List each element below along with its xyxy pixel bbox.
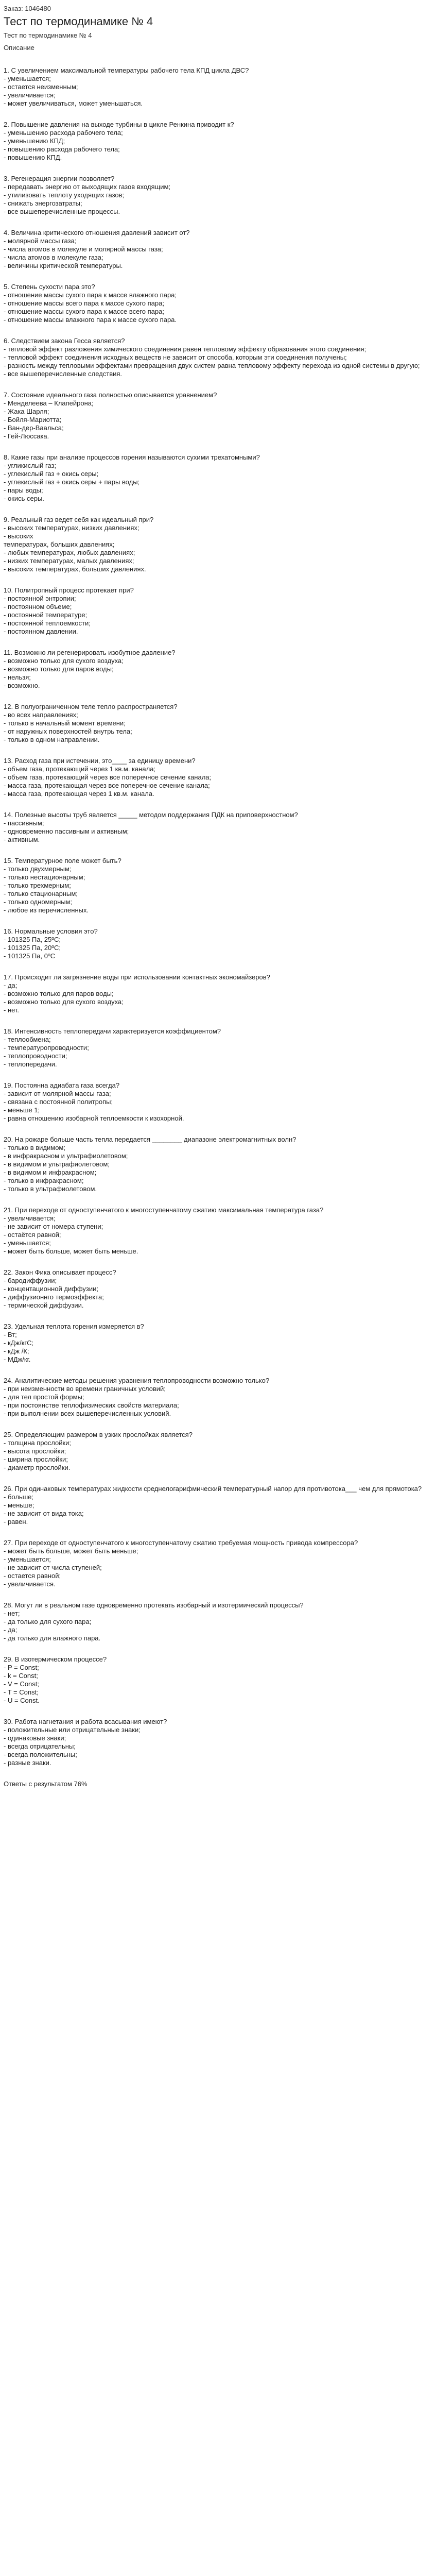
answer-option: - высоких температурах, больших давлениях. <box>4 565 146 573</box>
question-text: 7. Состояние идеального газа полностью описывается уравнением? <box>4 391 217 399</box>
answer-option: - толщина прослойки; <box>4 1439 72 1447</box>
answer-option: - возможно только для сухого воздуха; <box>4 998 124 1006</box>
answer-option: - повышению расхода рабочего тела; <box>4 145 120 153</box>
question-block <box>4 649 426 690</box>
question-block <box>4 1136 426 1193</box>
answer-option: - не зависит от номера ступени; <box>4 1223 103 1230</box>
question-text: 6. Следствием закона Гесса является? <box>4 337 125 345</box>
answer-option: - отношение массы влажного пара к массе сухого пара. <box>4 316 177 324</box>
answer-option: - отношение массы сухого пара к массе влажного пара; <box>4 291 177 299</box>
answer-option: - во всех направлениях; <box>4 711 78 719</box>
answer-option: - высота прослойки; <box>4 1447 66 1455</box>
answer-option: - увеличивается; <box>4 91 56 99</box>
question-block <box>4 229 426 270</box>
answer-option: - одновременно пассивным и активным; <box>4 827 129 835</box>
answer-option: - только двухмерным; <box>4 865 72 873</box>
answer-option: - уменьшается; <box>4 1239 51 1247</box>
question-text: 2. Повышение давления на выходе турбины в цикле Ренкина приводит к? <box>4 121 234 128</box>
answer-option: - меньше; <box>4 1501 34 1509</box>
question-block <box>4 516 426 573</box>
answer-option: - Вт; <box>4 1331 17 1338</box>
question-text: 11. Возможно ли регенерировать изобутное давление? <box>4 649 176 656</box>
question-text: 5. Степень сухости пара это? <box>4 283 95 291</box>
answer-option: - кДж/кгС; <box>4 1339 34 1347</box>
answer-option: - диаметр прослойки. <box>4 1464 71 1471</box>
answer-option: - разность между тепловыми эффектами превращения двух систем равна тепловому эффекту перехода из одной системы в другую; <box>4 362 420 369</box>
question-block <box>4 1027 426 1069</box>
answer-option: - при выполнении всех вышеперечисленных условий. <box>4 1410 171 1417</box>
answer-option: температурах, больших давлениях; <box>4 540 115 548</box>
question-block <box>4 283 426 324</box>
answer-option: - масса газа, протекающая через 1 кв.м. канала. <box>4 790 154 798</box>
answer-option: - только в ультрафиолетовом. <box>4 1185 97 1193</box>
answer-option: - МДж/кг. <box>4 1355 31 1363</box>
question-block <box>4 703 426 744</box>
answer-option: - увеличивается. <box>4 1580 56 1588</box>
question-text: 16. Нормальные условия это? <box>4 927 98 935</box>
answer-option: - температуропроводности; <box>4 1044 89 1052</box>
question-block <box>4 453 426 503</box>
answer-option: - высоких температурах, низких давлениях; <box>4 524 139 532</box>
answer-option: - тепловой эффект соединения исходных веществ не зависит от способа, которым эти соединения получены; <box>4 353 347 361</box>
answer-option: - величины критической температуры. <box>4 262 123 269</box>
answer-option: - масса газа, протекающая через все поперечное сечение канала; <box>4 782 210 789</box>
question-text: 9. Реальный газ ведет себя как идеальный при? <box>4 516 154 523</box>
question-block <box>4 973 426 1014</box>
answer-option: - может увеличиваться, может уменьшаться. <box>4 99 143 107</box>
answer-option: - меньше 1; <box>4 1106 40 1114</box>
question-text: 13. Расход газа при истечении, это____ за единицу времени? <box>4 757 196 765</box>
answer-option: - не зависит от вида тока; <box>4 1510 84 1517</box>
question-block <box>4 927 426 960</box>
question-text: 21. При переходе от одноступенчатого к многоступенчатому сжатию максимальная температура газа? <box>4 1206 324 1214</box>
question-block <box>4 1206 426 1256</box>
answer-option: - уменьшению КПД; <box>4 137 65 145</box>
answer-option: - при неизменности во времени граничных условий; <box>4 1385 166 1393</box>
answer-option: - k = Const; <box>4 1672 38 1680</box>
question-text: 27. При переходе от одноступенчатого к многоступенчатому сжатию требуемая мощность привода компрессора? <box>4 1539 358 1547</box>
answer-option: - молярной массы газа; <box>4 237 77 245</box>
answer-option: - в видимом и инфракрасном; <box>4 1168 97 1176</box>
answer-option: - нет. <box>4 1006 20 1014</box>
question-block <box>4 757 426 798</box>
answer-option: - только в одном направлении. <box>4 736 100 743</box>
order-number: Заказ: 1046480 <box>4 5 51 12</box>
question-text: 1. С увеличением максимальной температуры рабочего тела КПД цикла ДВС? <box>4 66 249 74</box>
question-block <box>4 337 426 378</box>
answer-option: - в видимом и ультрафиолетовом; <box>4 1160 110 1168</box>
answer-option: - зависит от молярной массы газа; <box>4 1090 111 1097</box>
answer-option: - только нестационарным; <box>4 873 85 881</box>
question-block <box>4 1718 426 1767</box>
question-text: 22. Закон Фика описывает процесс? <box>4 1268 116 1276</box>
answer-option: - все вышеперечисленные процессы. <box>4 208 120 215</box>
answer-option: - теплопередачи. <box>4 1060 57 1068</box>
question-block <box>4 391 426 440</box>
answer-option: - концентационной диффузии; <box>4 1285 99 1293</box>
answer-option: - ширина прослойки; <box>4 1455 68 1463</box>
question-block <box>4 1601 426 1642</box>
question-block <box>4 1377 426 1418</box>
question-block <box>4 121 426 162</box>
answer-option: - теплопроводности; <box>4 1052 67 1060</box>
answer-option: - равна отношению изобарной теплоемкости к изохорной. <box>4 1114 184 1122</box>
question-text: 4. Величина критического отношения давлений зависит от? <box>4 229 190 236</box>
question-text: 10. Политропный процесс протекает при? <box>4 586 134 594</box>
answer-option: - только в видимом; <box>4 1144 65 1151</box>
question-text: 30. Работа нагнетания и работа всасывания имеют? <box>4 1718 167 1725</box>
answer-option: - углекислый газ + окись серы; <box>4 470 99 478</box>
answer-option: - может быть больше, может быть меньше. <box>4 1247 138 1255</box>
question-text: 18. Интенсивность теплопередачи характеризуется коэффициентом? <box>4 1027 221 1035</box>
result-text: Ответы с результатом 76% <box>4 1780 88 1788</box>
question-text: 29. В изотермическом процессе? <box>4 1655 107 1663</box>
answer-option: - любое из перечисленных. <box>4 906 89 914</box>
question-block <box>4 811 426 844</box>
answer-option: - не зависит от числа ступеней; <box>4 1564 102 1571</box>
answer-option: - объем газа, протекающий через 1 кв.м. канала; <box>4 765 156 773</box>
question-text: 26. При одинаковых температурах жидкости среднелогарифмический температурный напор для противотока___ чем для прямотока? <box>4 1485 422 1493</box>
answer-option: - кДж /К; <box>4 1347 29 1355</box>
answer-option: - да только для сухого пара; <box>4 1618 92 1625</box>
answer-option: - Гей-Люссака. <box>4 432 49 440</box>
answer-option: - любых температурах, любых давлениях; <box>4 549 135 556</box>
page-title: Тест по термодинамике № 4 <box>4 15 153 28</box>
question-text: 28. Могут ли в реальном газе одновременно протекать изобарный и изотермический процессы? <box>4 1601 304 1609</box>
answer-option: - да только для влажного пара. <box>4 1634 101 1642</box>
answer-option: - уменьшается; <box>4 1555 51 1563</box>
answer-option: - объем газа, протекающий через все поперечное сечение канала; <box>4 773 212 781</box>
answer-option: - отношение массы всего пара к массе сухого пара; <box>4 299 164 307</box>
answer-option: - Ван-дер-Ваальса; <box>4 424 64 432</box>
answer-option: - Бойля-Мариотта; <box>4 416 62 423</box>
answer-option: - постоянном давлении. <box>4 628 78 635</box>
answer-option: - только в инфракрасном; <box>4 1177 84 1184</box>
answer-option: - больше; <box>4 1493 33 1501</box>
answer-option: - равен. <box>4 1518 28 1526</box>
answer-option: - пары воды; <box>4 486 43 494</box>
answer-option: - да; <box>4 981 18 989</box>
answer-option: - термической диффузии. <box>4 1301 84 1309</box>
answer-option: - только одномерным; <box>4 898 73 906</box>
answer-option: - возможно только для паров воды; <box>4 990 114 997</box>
answer-option: - активным. <box>4 836 40 843</box>
answer-option: - 101325 Па, 25ºС; <box>4 936 61 943</box>
question-block <box>4 586 426 636</box>
answer-option: - в инфракрасном и ультрафиолетовом; <box>4 1152 128 1160</box>
answer-option: - T = Const; <box>4 1688 39 1696</box>
answer-option: - окись серы. <box>4 495 44 502</box>
question-text: 24. Аналитические методы решения уравнения теплопроводности возможно только? <box>4 1377 270 1384</box>
document-page <box>4 4 426 1788</box>
answer-option: - числа атомов в молекуле газа; <box>4 253 103 261</box>
answer-option: - отношение массы сухого пара к массе всего пара; <box>4 308 164 315</box>
question-text: 3. Регенерация энергии позволяет? <box>4 175 115 182</box>
answer-option: - от наружных поверхностей внутрь тела; <box>4 727 132 735</box>
answer-option: - только в начальный момент времени; <box>4 719 126 727</box>
answer-option: - может быть больше, может быть меньше; <box>4 1547 138 1555</box>
question-block <box>4 1485 426 1526</box>
question-text: 8. Какие газы при анализе процессов горения называются сухими трехатомными? <box>4 453 260 461</box>
page-subtitle: Тест по термодинамике № 4 <box>4 31 92 39</box>
answer-option: - одинаковые знаки; <box>4 1734 66 1742</box>
answer-option: - постоянном объеме; <box>4 603 72 611</box>
answer-option: - повышению КПД. <box>4 154 62 161</box>
question-text: 23. Удельная теплота горения измеряется в? <box>4 1323 144 1330</box>
answer-option: - P = Const; <box>4 1664 39 1671</box>
answer-option: - уменьшается; <box>4 75 51 82</box>
question-text: 17. Происходит ли загрязнение воды при использовании контактных экономайзеров? <box>4 973 270 981</box>
answer-option: - постоянной температуре; <box>4 611 88 619</box>
description-label: Описание <box>4 44 34 52</box>
answer-option: - увеличивается; <box>4 1214 56 1222</box>
question-block <box>4 1268 426 1310</box>
answer-option: - остается неизменным; <box>4 83 78 91</box>
answer-option: - все вышеперечисленные следствия. <box>4 370 123 378</box>
answer-option: - только трехмерным; <box>4 882 71 889</box>
question-block <box>4 1323 426 1364</box>
question-block <box>4 1431 426 1472</box>
answer-option: - низких температурах, малых давлениях; <box>4 557 134 565</box>
question-text: 19. Постоянна адиабата газа всегда? <box>4 1081 120 1089</box>
answer-option: - уменьшению расхода рабочего тела; <box>4 129 123 137</box>
answer-option: - бародиффузии; <box>4 1277 57 1284</box>
answer-option: - числа атомов в молекуле и молярной массы газа; <box>4 245 163 253</box>
answer-option: - да; <box>4 1626 18 1634</box>
answer-option: - углекислый газ + окись серы + пары воды; <box>4 478 140 486</box>
answer-option: - нет; <box>4 1609 20 1617</box>
answer-option: - возможно только для паров воды; <box>4 665 114 673</box>
answer-option: - 101325 Па, 20ºС; <box>4 944 61 952</box>
answer-option: - постоянной энтропии; <box>4 595 76 602</box>
answer-option: - только стационарным; <box>4 890 78 897</box>
answer-option: - всегда положительны; <box>4 1751 77 1758</box>
answer-option: - остаётся равной; <box>4 1231 61 1239</box>
answer-option: - угликислый газ; <box>4 462 57 469</box>
question-list <box>4 66 426 1767</box>
question-block <box>4 66 426 108</box>
answer-option: - V = Const; <box>4 1680 39 1688</box>
answer-option: - разные знаки. <box>4 1759 51 1767</box>
question-text: 20. На рожаре больше часть тепла передается ________ диапазоне электромагнитных волн? <box>4 1136 297 1143</box>
answer-option: - для тел простой формы; <box>4 1393 84 1401</box>
answer-option: - 101325 Па, 0ºС <box>4 952 56 960</box>
answer-option: - диффузионнго термоэффекта; <box>4 1293 104 1301</box>
answer-option: - теплообмена; <box>4 1036 51 1043</box>
answer-option: - связана с постоянной политропы; <box>4 1098 113 1106</box>
answer-option: - всегда отрицательны; <box>4 1742 76 1750</box>
answer-option: - возможно только для сухого воздуха; <box>4 657 124 665</box>
question-text: 25. Определяющим размером в узких прослойках является? <box>4 1431 193 1438</box>
answer-option: - положительные или отрицательные знаки; <box>4 1726 141 1734</box>
answer-option: - нельзя; <box>4 673 31 681</box>
answer-option: - постоянной теплоемкости; <box>4 619 91 627</box>
question-block <box>4 1539 426 1588</box>
answer-option: - высоких <box>4 532 33 540</box>
answer-option: - Менделеева – Клапейрона; <box>4 399 94 407</box>
question-block <box>4 1081 426 1123</box>
answer-option: - при постоянстве теплофизических свойств материала; <box>4 1401 179 1409</box>
answer-option: - U = Const. <box>4 1697 40 1704</box>
question-block <box>4 175 426 216</box>
answer-option: - снижать энергозатраты; <box>4 199 82 207</box>
answer-option: - пассивным; <box>4 819 44 827</box>
question-block <box>4 857 426 914</box>
question-text: 15. Температурное поле может быть? <box>4 857 121 865</box>
answer-option: - тепловой эффект разложения химического соединения равен тепловому эффекту образования этого соединения; <box>4 345 367 353</box>
question-block <box>4 1655 426 1705</box>
answer-option: - остается равной; <box>4 1572 61 1580</box>
answer-option: - Жака Шарля; <box>4 408 49 415</box>
answer-option: - возможно. <box>4 682 40 689</box>
answer-option: - утилизовать теплоту уходящих газов; <box>4 191 125 199</box>
question-text: 14. Полезные высоты труб является _____ методом поддержания ПДК на приповерхностном? <box>4 811 298 819</box>
answer-option: - передавать энергию от выходящих газов входящим; <box>4 183 171 191</box>
question-text: 12. В полуограниченном теле тепло распространяется? <box>4 703 178 710</box>
